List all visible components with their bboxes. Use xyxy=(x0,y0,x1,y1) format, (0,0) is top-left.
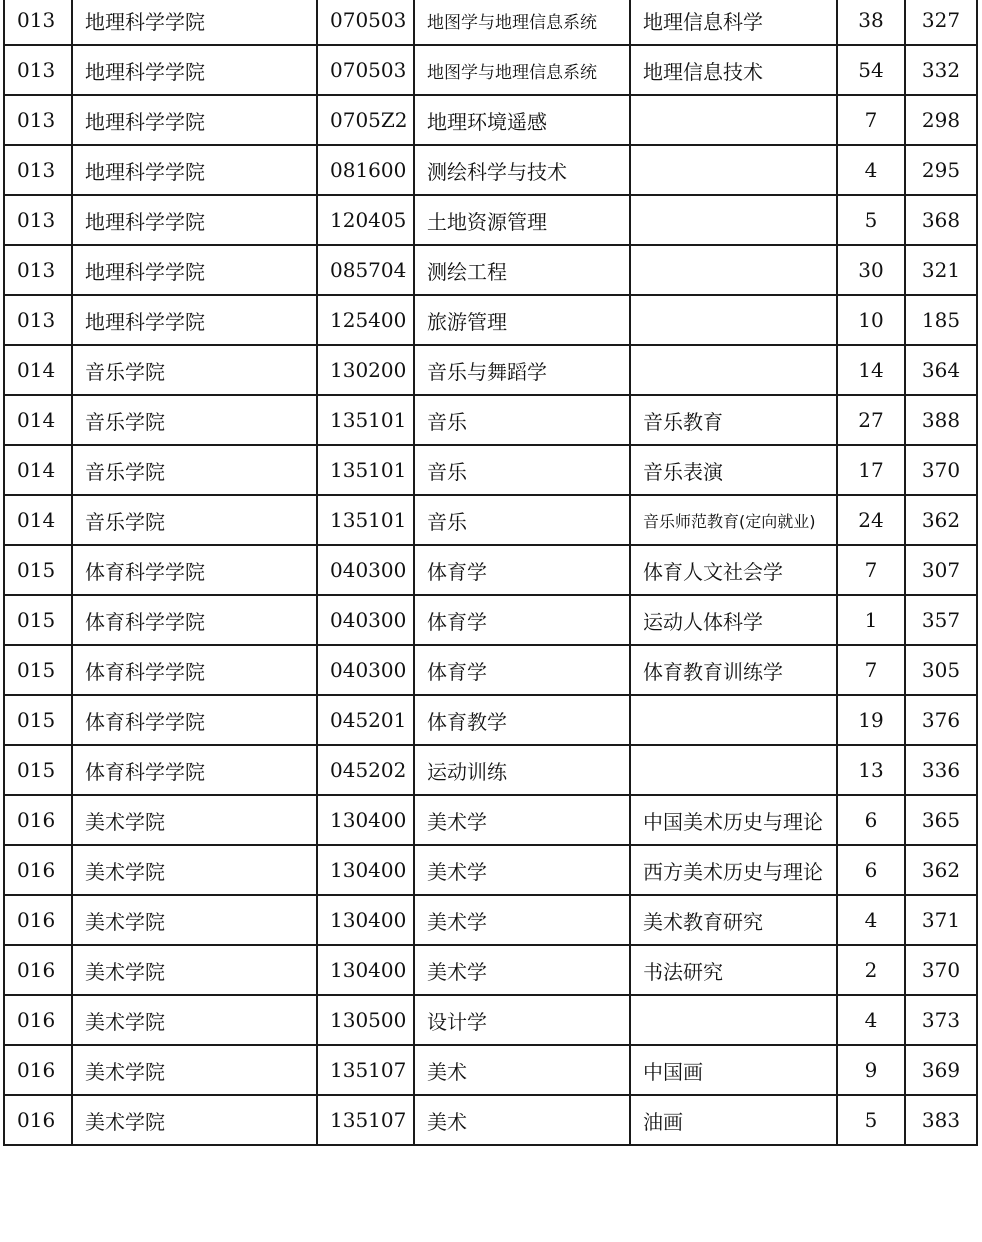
major-code-cell: 081600 xyxy=(317,145,414,195)
enrollment-count-cell: 30 xyxy=(837,245,905,295)
cutoff-score-cell: 336 xyxy=(905,745,977,795)
cutoff-score-cell: 321 xyxy=(905,245,977,295)
cutoff-score-cell: 383 xyxy=(905,1095,977,1145)
cutoff-score-cell: 362 xyxy=(905,845,977,895)
major-name-cell: 运动训练 xyxy=(414,745,630,795)
school-code-cell: 013 xyxy=(4,0,72,45)
school-name-cell: 地理科学学院 xyxy=(72,145,317,195)
school-code-cell: 015 xyxy=(4,595,72,645)
school-code-cell: 016 xyxy=(4,895,72,945)
major-name-cell: 美术学 xyxy=(414,945,630,995)
table-row xyxy=(4,345,977,395)
school-code-cell: 013 xyxy=(4,295,72,345)
major-code-cell: 135107 xyxy=(317,1095,414,1145)
research-direction-cell: 书法研究 xyxy=(630,945,837,995)
cutoff-score-cell: 357 xyxy=(905,595,977,645)
major-name-cell: 地图学与地理信息系统 xyxy=(414,45,630,95)
research-direction-cell xyxy=(630,295,837,345)
major-code-cell: 130400 xyxy=(317,945,414,995)
table-row xyxy=(4,145,977,195)
cutoff-score-cell: 185 xyxy=(905,295,977,345)
enrollment-count-cell: 5 xyxy=(837,195,905,245)
enrollment-count-cell: 10 xyxy=(837,295,905,345)
cutoff-score-cell: 369 xyxy=(905,1045,977,1095)
enrollment-count-cell: 2 xyxy=(837,945,905,995)
major-name-cell: 体育教学 xyxy=(414,695,630,745)
major-code-cell: 040300 xyxy=(317,595,414,645)
major-code-cell: 0705Z2 xyxy=(317,95,414,145)
cutoff-score-cell: 298 xyxy=(905,95,977,145)
table-row xyxy=(4,445,977,495)
research-direction-cell xyxy=(630,345,837,395)
enrollment-count-cell: 7 xyxy=(837,545,905,595)
research-direction-cell: 地理信息技术 xyxy=(630,45,837,95)
research-direction-cell: 西方美术历史与理论 xyxy=(630,845,837,895)
major-code-cell: 130400 xyxy=(317,895,414,945)
school-code-cell: 015 xyxy=(4,545,72,595)
major-code-cell: 070503 xyxy=(317,45,414,95)
enrollment-count-cell: 6 xyxy=(837,845,905,895)
school-name-cell: 体育科学学院 xyxy=(72,645,317,695)
school-code-cell: 016 xyxy=(4,795,72,845)
school-code-cell: 016 xyxy=(4,995,72,1045)
school-code-cell: 013 xyxy=(4,195,72,245)
cutoff-score-cell: 332 xyxy=(905,45,977,95)
research-direction-cell xyxy=(630,195,837,245)
research-direction-cell xyxy=(630,995,837,1045)
major-code-cell: 135101 xyxy=(317,395,414,445)
cutoff-score-cell: 373 xyxy=(905,995,977,1045)
school-name-cell: 音乐学院 xyxy=(72,445,317,495)
research-direction-cell: 体育教育训练学 xyxy=(630,645,837,695)
research-direction-cell xyxy=(630,95,837,145)
research-direction-cell xyxy=(630,245,837,295)
table-row xyxy=(4,695,977,745)
research-direction-cell: 音乐师范教育(定向就业) xyxy=(630,495,837,545)
major-name-cell: 美术 xyxy=(414,1095,630,1145)
enrollment-count-cell: 9 xyxy=(837,1045,905,1095)
research-direction-cell xyxy=(630,145,837,195)
major-code-cell: 120405 xyxy=(317,195,414,245)
table-row xyxy=(4,495,977,545)
cutoff-score-cell: 371 xyxy=(905,895,977,945)
table-row xyxy=(4,795,977,845)
major-name-cell: 音乐 xyxy=(414,395,630,445)
school-code-cell: 014 xyxy=(4,495,72,545)
school-name-cell: 体育科学学院 xyxy=(72,695,317,745)
cutoff-score-cell: 307 xyxy=(905,545,977,595)
table-row xyxy=(4,45,977,95)
table-row xyxy=(4,845,977,895)
school-name-cell: 地理科学学院 xyxy=(72,95,317,145)
school-name-cell: 体育科学学院 xyxy=(72,745,317,795)
cutoff-score-cell: 327 xyxy=(905,0,977,45)
school-name-cell: 美术学院 xyxy=(72,1095,317,1145)
school-code-cell: 014 xyxy=(4,345,72,395)
school-name-cell: 地理科学学院 xyxy=(72,245,317,295)
cutoff-score-cell: 365 xyxy=(905,795,977,845)
table-body xyxy=(4,0,977,1145)
table-row xyxy=(4,395,977,445)
cutoff-score-cell: 388 xyxy=(905,395,977,445)
major-name-cell: 美术学 xyxy=(414,895,630,945)
major-code-cell: 130400 xyxy=(317,845,414,895)
major-code-cell: 135101 xyxy=(317,495,414,545)
major-code-cell: 045201 xyxy=(317,695,414,745)
school-name-cell: 地理科学学院 xyxy=(72,195,317,245)
table-row xyxy=(4,0,977,45)
school-name-cell: 美术学院 xyxy=(72,795,317,845)
school-name-cell: 体育科学学院 xyxy=(72,595,317,645)
major-name-cell: 体育学 xyxy=(414,645,630,695)
major-code-cell: 125400 xyxy=(317,295,414,345)
table-row xyxy=(4,95,977,145)
enrollment-count-cell: 27 xyxy=(837,395,905,445)
school-code-cell: 016 xyxy=(4,945,72,995)
table-row xyxy=(4,1095,977,1145)
research-direction-cell: 音乐教育 xyxy=(630,395,837,445)
school-name-cell: 音乐学院 xyxy=(72,395,317,445)
enrollment-count-cell: 4 xyxy=(837,995,905,1045)
major-code-cell: 070503 xyxy=(317,0,414,45)
school-name-cell: 美术学院 xyxy=(72,945,317,995)
cutoff-score-cell: 305 xyxy=(905,645,977,695)
major-code-cell: 085704 xyxy=(317,245,414,295)
major-code-cell: 040300 xyxy=(317,645,414,695)
school-code-cell: 016 xyxy=(4,845,72,895)
school-code-cell: 013 xyxy=(4,245,72,295)
cutoff-score-cell: 368 xyxy=(905,195,977,245)
school-name-cell: 美术学院 xyxy=(72,995,317,1045)
enrollment-count-cell: 1 xyxy=(837,595,905,645)
research-direction-cell: 美术教育研究 xyxy=(630,895,837,945)
major-name-cell: 音乐与舞蹈学 xyxy=(414,345,630,395)
table-row xyxy=(4,995,977,1045)
enrollment-count-cell: 4 xyxy=(837,145,905,195)
major-code-cell: 045202 xyxy=(317,745,414,795)
cutoff-score-cell: 364 xyxy=(905,345,977,395)
enrollment-count-cell: 38 xyxy=(837,0,905,45)
enrollment-count-cell: 14 xyxy=(837,345,905,395)
research-direction-cell: 体育人文社会学 xyxy=(630,545,837,595)
school-code-cell: 013 xyxy=(4,95,72,145)
enrollment-count-cell: 13 xyxy=(837,745,905,795)
major-name-cell: 设计学 xyxy=(414,995,630,1045)
table-row xyxy=(4,545,977,595)
school-name-cell: 地理科学学院 xyxy=(72,0,317,45)
major-code-cell: 130400 xyxy=(317,795,414,845)
school-code-cell: 013 xyxy=(4,45,72,95)
enrollment-count-cell: 54 xyxy=(837,45,905,95)
school-name-cell: 地理科学学院 xyxy=(72,295,317,345)
enrollment-count-cell: 6 xyxy=(837,795,905,845)
table-row xyxy=(4,745,977,795)
major-name-cell: 美术学 xyxy=(414,845,630,895)
research-direction-cell: 地理信息科学 xyxy=(630,0,837,45)
major-code-cell: 130200 xyxy=(317,345,414,395)
school-code-cell: 016 xyxy=(4,1045,72,1095)
school-code-cell: 015 xyxy=(4,745,72,795)
table-row xyxy=(4,245,977,295)
research-direction-cell xyxy=(630,695,837,745)
research-direction-cell: 中国美术历史与理论 xyxy=(630,795,837,845)
admission-table xyxy=(3,0,978,1146)
major-name-cell: 测绘科学与技术 xyxy=(414,145,630,195)
enrollment-count-cell: 19 xyxy=(837,695,905,745)
enrollment-count-cell: 24 xyxy=(837,495,905,545)
school-name-cell: 体育科学学院 xyxy=(72,545,317,595)
school-code-cell: 013 xyxy=(4,145,72,195)
table-row xyxy=(4,945,977,995)
school-code-cell: 015 xyxy=(4,695,72,745)
cutoff-score-cell: 362 xyxy=(905,495,977,545)
research-direction-cell: 运动人体科学 xyxy=(630,595,837,645)
major-name-cell: 美术学 xyxy=(414,795,630,845)
enrollment-count-cell: 4 xyxy=(837,895,905,945)
major-name-cell: 音乐 xyxy=(414,445,630,495)
enrollment-count-cell: 7 xyxy=(837,95,905,145)
table-row xyxy=(4,595,977,645)
research-direction-cell xyxy=(630,745,837,795)
school-name-cell: 美术学院 xyxy=(72,895,317,945)
table-row xyxy=(4,195,977,245)
major-name-cell: 地图学与地理信息系统 xyxy=(414,0,630,45)
research-direction-cell: 中国画 xyxy=(630,1045,837,1095)
school-name-cell: 美术学院 xyxy=(72,845,317,895)
cutoff-score-cell: 295 xyxy=(905,145,977,195)
cutoff-score-cell: 370 xyxy=(905,945,977,995)
cutoff-score-cell: 376 xyxy=(905,695,977,745)
research-direction-cell: 音乐表演 xyxy=(630,445,837,495)
table-row xyxy=(4,645,977,695)
major-code-cell: 135107 xyxy=(317,1045,414,1095)
major-name-cell: 体育学 xyxy=(414,545,630,595)
major-name-cell: 测绘工程 xyxy=(414,245,630,295)
school-name-cell: 音乐学院 xyxy=(72,495,317,545)
school-name-cell: 美术学院 xyxy=(72,1045,317,1095)
table-row xyxy=(4,295,977,345)
major-name-cell: 土地资源管理 xyxy=(414,195,630,245)
school-name-cell: 地理科学学院 xyxy=(72,45,317,95)
school-code-cell: 014 xyxy=(4,445,72,495)
major-name-cell: 音乐 xyxy=(414,495,630,545)
table-row xyxy=(4,895,977,945)
research-direction-cell: 油画 xyxy=(630,1095,837,1145)
school-code-cell: 015 xyxy=(4,645,72,695)
major-code-cell: 130500 xyxy=(317,995,414,1045)
enrollment-count-cell: 5 xyxy=(837,1095,905,1145)
major-name-cell: 体育学 xyxy=(414,595,630,645)
enrollment-count-cell: 7 xyxy=(837,645,905,695)
cutoff-score-cell: 370 xyxy=(905,445,977,495)
major-name-cell: 旅游管理 xyxy=(414,295,630,345)
enrollment-count-cell: 17 xyxy=(837,445,905,495)
major-name-cell: 地理环境遥感 xyxy=(414,95,630,145)
table-row xyxy=(4,1045,977,1095)
school-code-cell: 016 xyxy=(4,1095,72,1145)
major-code-cell: 135101 xyxy=(317,445,414,495)
major-code-cell: 040300 xyxy=(317,545,414,595)
school-code-cell: 014 xyxy=(4,395,72,445)
major-name-cell: 美术 xyxy=(414,1045,630,1095)
school-name-cell: 音乐学院 xyxy=(72,345,317,395)
